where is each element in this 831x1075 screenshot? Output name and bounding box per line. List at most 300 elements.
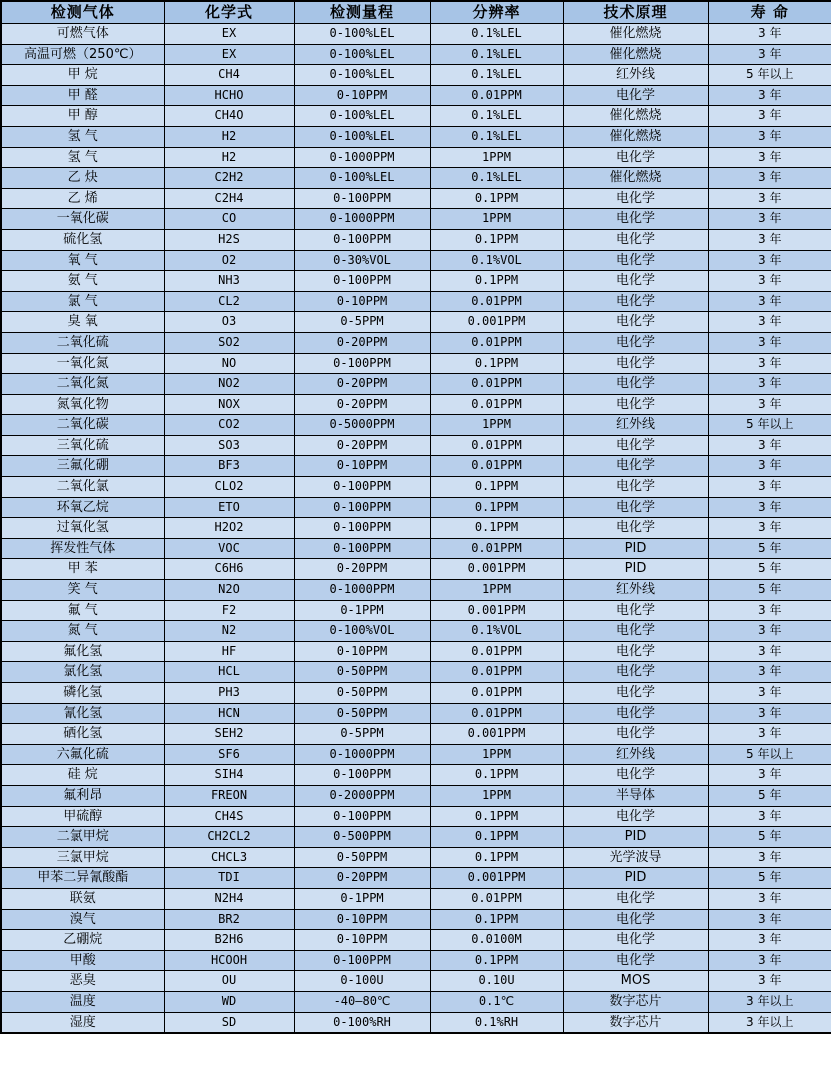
cell-chemical-formula: C6H6 (164, 559, 294, 580)
cell-resolution: 0.001PPM (430, 312, 563, 333)
cell-technology-principle: 数字芯片 (563, 991, 708, 1012)
cell-technology-principle: 电化学 (563, 600, 708, 621)
cell-lifespan: 5 年 (708, 580, 831, 601)
cell-detection-range: -40—80℃ (294, 991, 430, 1012)
cell-resolution: 0.1%LEL (430, 24, 563, 45)
cell-chemical-formula: CH4O (164, 106, 294, 127)
cell-technology-principle: 红外线 (563, 65, 708, 86)
cell-resolution: 0.001PPM (430, 559, 563, 580)
cell-gas-name: 二氧化碳 (1, 415, 164, 436)
cell-resolution: 0.1%LEL (430, 65, 563, 86)
cell-chemical-formula: SF6 (164, 744, 294, 765)
cell-chemical-formula: VOC (164, 538, 294, 559)
cell-lifespan: 5 年以上 (708, 65, 831, 86)
cell-lifespan: 3 年 (708, 600, 831, 621)
cell-lifespan: 5 年 (708, 868, 831, 889)
cell-lifespan: 3 年 (708, 229, 831, 250)
cell-technology-principle: 电化学 (563, 250, 708, 271)
cell-lifespan: 5 年 (708, 538, 831, 559)
cell-lifespan: 3 年 (708, 765, 831, 786)
table-row (1, 971, 831, 992)
cell-resolution: 0.1PPM (430, 909, 563, 930)
cell-gas-name: 二氧化氯 (1, 477, 164, 498)
cell-resolution: 0.01PPM (430, 394, 563, 415)
cell-chemical-formula: N2 (164, 621, 294, 642)
table-row (1, 580, 831, 601)
cell-chemical-formula: CO2 (164, 415, 294, 436)
cell-technology-principle: 电化学 (563, 806, 708, 827)
table-row (1, 168, 831, 189)
cell-gas-name: 甲硫醇 (1, 806, 164, 827)
cell-resolution: 0.1PPM (430, 229, 563, 250)
cell-resolution: 0.1PPM (430, 847, 563, 868)
cell-resolution: 0.01PPM (430, 683, 563, 704)
table-row (1, 868, 831, 889)
cell-chemical-formula: H2O2 (164, 518, 294, 539)
cell-detection-range: 0-50PPM (294, 662, 430, 683)
cell-technology-principle: 电化学 (563, 271, 708, 292)
cell-technology-principle: 电化学 (563, 312, 708, 333)
cell-gas-name: 氮 气 (1, 621, 164, 642)
cell-resolution: 0.1%LEL (430, 126, 563, 147)
cell-lifespan: 3 年 (708, 724, 831, 745)
cell-resolution: 0.01PPM (430, 888, 563, 909)
cell-detection-range: 0-100PPM (294, 477, 430, 498)
cell-technology-principle: PID (563, 538, 708, 559)
cell-gas-name: 过氧化氢 (1, 518, 164, 539)
cell-resolution: 0.01PPM (430, 538, 563, 559)
table-row (1, 415, 831, 436)
table-row (1, 312, 831, 333)
cell-resolution: 0.1%LEL (430, 106, 563, 127)
cell-gas-name: 温度 (1, 991, 164, 1012)
cell-lifespan: 3 年 (708, 106, 831, 127)
cell-chemical-formula: SO3 (164, 435, 294, 456)
cell-resolution: 1PPM (430, 785, 563, 806)
table-row (1, 85, 831, 106)
table-row (1, 703, 831, 724)
cell-resolution: 0.1PPM (430, 950, 563, 971)
cell-lifespan: 3 年 (708, 950, 831, 971)
cell-gas-name: 恶臭 (1, 971, 164, 992)
cell-chemical-formula: NO2 (164, 374, 294, 395)
cell-lifespan: 3 年 (708, 435, 831, 456)
cell-technology-principle: 红外线 (563, 580, 708, 601)
cell-detection-range: 0-100PPM (294, 806, 430, 827)
header-row (1, 1, 831, 24)
cell-detection-range: 0-1000PPM (294, 580, 430, 601)
header-cell-detection-range: 检测量程 (294, 1, 430, 24)
cell-detection-range: 0-10PPM (294, 85, 430, 106)
cell-technology-principle: 电化学 (563, 374, 708, 395)
cell-technology-principle: 电化学 (563, 477, 708, 498)
cell-detection-range: 0-100%LEL (294, 44, 430, 65)
cell-chemical-formula: H2 (164, 147, 294, 168)
table-row (1, 353, 831, 374)
cell-lifespan: 3 年 (708, 394, 831, 415)
cell-gas-name: 挥发性气体 (1, 538, 164, 559)
cell-chemical-formula: SD (164, 1012, 294, 1033)
table-row (1, 209, 831, 230)
cell-chemical-formula: C2H2 (164, 168, 294, 189)
cell-technology-principle: 电化学 (563, 683, 708, 704)
cell-gas-name: 硅 烷 (1, 765, 164, 786)
cell-lifespan: 3 年 (708, 888, 831, 909)
header-cell-lifespan: 寿 命 (708, 1, 831, 24)
cell-resolution: 0.1%VOL (430, 621, 563, 642)
cell-chemical-formula: N2H4 (164, 888, 294, 909)
cell-technology-principle: MOS (563, 971, 708, 992)
table-row (1, 497, 831, 518)
cell-resolution: 0.1%RH (430, 1012, 563, 1033)
cell-gas-name: 甲 苯 (1, 559, 164, 580)
cell-lifespan: 3 年 (708, 147, 831, 168)
cell-chemical-formula: BR2 (164, 909, 294, 930)
cell-chemical-formula: CO (164, 209, 294, 230)
cell-detection-range: 0-2000PPM (294, 785, 430, 806)
cell-resolution: 0.1%LEL (430, 44, 563, 65)
cell-resolution: 0.01PPM (430, 435, 563, 456)
cell-gas-name: 硫化氢 (1, 229, 164, 250)
cell-gas-name: 甲苯二异氰酸酯 (1, 868, 164, 889)
cell-technology-principle: 光学波导 (563, 847, 708, 868)
cell-detection-range: 0-100U (294, 971, 430, 992)
cell-lifespan: 3 年 (708, 971, 831, 992)
table-row (1, 827, 831, 848)
cell-resolution: 0.0100M (430, 930, 563, 951)
table-row (1, 250, 831, 271)
cell-chemical-formula: O3 (164, 312, 294, 333)
cell-lifespan: 3 年 (708, 168, 831, 189)
cell-gas-name: 笑 气 (1, 580, 164, 601)
cell-lifespan: 5 年 (708, 827, 831, 848)
cell-resolution: 0.001PPM (430, 868, 563, 889)
cell-resolution: 0.1PPM (430, 765, 563, 786)
cell-chemical-formula: CH4 (164, 65, 294, 86)
cell-detection-range: 0-100%LEL (294, 106, 430, 127)
table-row (1, 559, 831, 580)
cell-technology-principle: 电化学 (563, 930, 708, 951)
cell-gas-name: 三氟化硼 (1, 456, 164, 477)
cell-technology-principle: 半导体 (563, 785, 708, 806)
cell-detection-range: 0-50PPM (294, 683, 430, 704)
cell-gas-name: 甲 醇 (1, 106, 164, 127)
cell-resolution: 0.001PPM (430, 600, 563, 621)
cell-gas-name: 氮氧化物 (1, 394, 164, 415)
cell-lifespan: 5 年以上 (708, 744, 831, 765)
table-row (1, 662, 831, 683)
cell-chemical-formula: OU (164, 971, 294, 992)
cell-gas-name: 六氟化硫 (1, 744, 164, 765)
table-row (1, 229, 831, 250)
cell-technology-principle: 电化学 (563, 765, 708, 786)
cell-gas-name: 溴气 (1, 909, 164, 930)
cell-detection-range: 0-100%LEL (294, 126, 430, 147)
cell-resolution: 0.1PPM (430, 497, 563, 518)
cell-technology-principle: 电化学 (563, 435, 708, 456)
cell-chemical-formula: FREON (164, 785, 294, 806)
cell-lifespan: 3 年 (708, 806, 831, 827)
cell-resolution: 1PPM (430, 209, 563, 230)
cell-gas-name: 乙 烯 (1, 188, 164, 209)
cell-gas-name: 二氯甲烷 (1, 827, 164, 848)
header-cell-chemical-formula: 化学式 (164, 1, 294, 24)
cell-detection-range: 0-100PPM (294, 229, 430, 250)
cell-resolution: 0.1PPM (430, 806, 563, 827)
cell-resolution: 0.1PPM (430, 353, 563, 374)
cell-detection-range: 0-100PPM (294, 518, 430, 539)
cell-resolution: 0.1PPM (430, 271, 563, 292)
cell-lifespan: 3 年 (708, 374, 831, 395)
cell-chemical-formula: TDI (164, 868, 294, 889)
cell-lifespan: 3 年 (708, 477, 831, 498)
cell-gas-name: 乙 炔 (1, 168, 164, 189)
cell-detection-range: 0-20PPM (294, 435, 430, 456)
cell-gas-name: 一氧化氮 (1, 353, 164, 374)
table-row (1, 765, 831, 786)
header-cell-gas-name: 检测气体 (1, 1, 164, 24)
table-row (1, 24, 831, 45)
cell-gas-name: 臭 氧 (1, 312, 164, 333)
table-row (1, 744, 831, 765)
table-row (1, 1012, 831, 1033)
cell-resolution: 0.01PPM (430, 85, 563, 106)
cell-detection-range: 0-100%VOL (294, 621, 430, 642)
cell-technology-principle: 催化燃烧 (563, 126, 708, 147)
table-row (1, 806, 831, 827)
cell-lifespan: 3 年 (708, 703, 831, 724)
cell-resolution: 0.001PPM (430, 724, 563, 745)
cell-resolution: 0.01PPM (430, 374, 563, 395)
table-row (1, 909, 831, 930)
cell-lifespan: 3 年 (708, 683, 831, 704)
table-row (1, 456, 831, 477)
cell-chemical-formula: HCN (164, 703, 294, 724)
table-row (1, 888, 831, 909)
cell-technology-principle: 电化学 (563, 888, 708, 909)
cell-detection-range: 0-10PPM (294, 291, 430, 312)
cell-detection-range: 0-20PPM (294, 868, 430, 889)
cell-gas-name: 氟利昂 (1, 785, 164, 806)
cell-technology-principle: 电化学 (563, 456, 708, 477)
table-row (1, 435, 831, 456)
cell-resolution: 0.01PPM (430, 456, 563, 477)
cell-lifespan: 3 年 (708, 250, 831, 271)
cell-gas-name: 高温可燃（250℃） (1, 44, 164, 65)
table-row (1, 950, 831, 971)
cell-lifespan: 3 年 (708, 930, 831, 951)
cell-resolution: 0.01PPM (430, 662, 563, 683)
cell-technology-principle: 数字芯片 (563, 1012, 708, 1033)
table-row (1, 126, 831, 147)
cell-detection-range: 0-10PPM (294, 909, 430, 930)
cell-technology-principle: 电化学 (563, 147, 708, 168)
cell-chemical-formula: EX (164, 44, 294, 65)
cell-chemical-formula: CH2CL2 (164, 827, 294, 848)
cell-detection-range: 0-1000PPM (294, 744, 430, 765)
cell-detection-range: 0-5PPM (294, 312, 430, 333)
cell-technology-principle: 红外线 (563, 744, 708, 765)
table-row (1, 188, 831, 209)
cell-chemical-formula: PH3 (164, 683, 294, 704)
cell-gas-name: 二氧化硫 (1, 332, 164, 353)
cell-technology-principle: 电化学 (563, 950, 708, 971)
cell-technology-principle: 电化学 (563, 332, 708, 353)
cell-chemical-formula: CHCL3 (164, 847, 294, 868)
cell-lifespan: 3 年以上 (708, 991, 831, 1012)
cell-chemical-formula: EX (164, 24, 294, 45)
cell-detection-range: 0-20PPM (294, 374, 430, 395)
cell-detection-range: 0-20PPM (294, 559, 430, 580)
cell-detection-range: 0-30%VOL (294, 250, 430, 271)
cell-technology-principle: 电化学 (563, 909, 708, 930)
cell-chemical-formula: ETO (164, 497, 294, 518)
cell-technology-principle: 电化学 (563, 209, 708, 230)
cell-lifespan: 3 年 (708, 209, 831, 230)
cell-resolution: 0.01PPM (430, 332, 563, 353)
cell-detection-range: 0-100%LEL (294, 65, 430, 86)
cell-resolution: 0.1%VOL (430, 250, 563, 271)
cell-technology-principle: 电化学 (563, 188, 708, 209)
cell-resolution: 1PPM (430, 415, 563, 436)
cell-lifespan: 3 年 (708, 312, 831, 333)
cell-detection-range: 0-1PPM (294, 600, 430, 621)
cell-resolution: 0.1PPM (430, 188, 563, 209)
cell-lifespan: 3 年 (708, 24, 831, 45)
cell-detection-range: 0-100PPM (294, 538, 430, 559)
table-row (1, 683, 831, 704)
cell-lifespan: 3 年 (708, 188, 831, 209)
cell-lifespan: 3 年 (708, 44, 831, 65)
cell-resolution: 0.1℃ (430, 991, 563, 1012)
cell-chemical-formula: B2H6 (164, 930, 294, 951)
cell-resolution: 0.1%LEL (430, 168, 563, 189)
table-row (1, 106, 831, 127)
cell-gas-name: 二氧化氮 (1, 374, 164, 395)
cell-gas-name: 联氨 (1, 888, 164, 909)
cell-detection-range: 0-20PPM (294, 394, 430, 415)
cell-gas-name: 氰化氢 (1, 703, 164, 724)
table-row (1, 930, 831, 951)
table-row (1, 394, 831, 415)
cell-technology-principle: 红外线 (563, 415, 708, 436)
cell-chemical-formula: SO2 (164, 332, 294, 353)
cell-chemical-formula: C2H4 (164, 188, 294, 209)
cell-lifespan: 3 年 (708, 353, 831, 374)
cell-gas-name: 湿度 (1, 1012, 164, 1033)
cell-detection-range: 0-100PPM (294, 353, 430, 374)
cell-technology-principle: 催化燃烧 (563, 168, 708, 189)
cell-technology-principle: 电化学 (563, 621, 708, 642)
cell-chemical-formula: O2 (164, 250, 294, 271)
cell-lifespan: 3 年 (708, 497, 831, 518)
cell-gas-name: 磷化氢 (1, 683, 164, 704)
cell-technology-principle: 电化学 (563, 662, 708, 683)
cell-detection-range: 0-100PPM (294, 497, 430, 518)
cell-technology-principle: 催化燃烧 (563, 44, 708, 65)
table-row (1, 374, 831, 395)
table-row (1, 518, 831, 539)
table-row (1, 724, 831, 745)
cell-chemical-formula: BF3 (164, 456, 294, 477)
cell-gas-name: 三氧化硫 (1, 435, 164, 456)
cell-lifespan: 3 年 (708, 641, 831, 662)
cell-resolution: 0.1PPM (430, 518, 563, 539)
cell-resolution: 1PPM (430, 744, 563, 765)
cell-gas-name: 氯化氢 (1, 662, 164, 683)
cell-gas-name: 甲 烷 (1, 65, 164, 86)
cell-lifespan: 3 年 (708, 909, 831, 930)
cell-chemical-formula: HCOOH (164, 950, 294, 971)
cell-technology-principle: 催化燃烧 (563, 106, 708, 127)
cell-resolution: 1PPM (430, 147, 563, 168)
cell-lifespan: 3 年 (708, 332, 831, 353)
cell-resolution: 0.1PPM (430, 477, 563, 498)
cell-detection-range: 0-10PPM (294, 930, 430, 951)
cell-lifespan: 5 年以上 (708, 415, 831, 436)
cell-gas-name: 甲酸 (1, 950, 164, 971)
cell-detection-range: 0-50PPM (294, 847, 430, 868)
cell-lifespan: 3 年以上 (708, 1012, 831, 1033)
table-row (1, 477, 831, 498)
cell-detection-range: 0-1000PPM (294, 209, 430, 230)
cell-chemical-formula: H2 (164, 126, 294, 147)
cell-lifespan: 3 年 (708, 291, 831, 312)
table-row (1, 271, 831, 292)
cell-chemical-formula: H2S (164, 229, 294, 250)
cell-lifespan: 3 年 (708, 456, 831, 477)
cell-detection-range: 0-20PPM (294, 332, 430, 353)
cell-lifespan: 3 年 (708, 662, 831, 683)
cell-chemical-formula: CH4S (164, 806, 294, 827)
cell-technology-principle: 电化学 (563, 394, 708, 415)
cell-chemical-formula: NO (164, 353, 294, 374)
cell-resolution: 0.1PPM (430, 827, 563, 848)
cell-detection-range: 0-10PPM (294, 641, 430, 662)
cell-chemical-formula: N2O (164, 580, 294, 601)
cell-resolution: 1PPM (430, 580, 563, 601)
cell-technology-principle: 催化燃烧 (563, 24, 708, 45)
cell-technology-principle: 电化学 (563, 353, 708, 374)
cell-technology-principle: 电化学 (563, 85, 708, 106)
cell-chemical-formula: CL2 (164, 291, 294, 312)
cell-detection-range: 0-5000PPM (294, 415, 430, 436)
cell-detection-range: 0-100%RH (294, 1012, 430, 1033)
cell-chemical-formula: HF (164, 641, 294, 662)
cell-gas-name: 可燃气体 (1, 24, 164, 45)
cell-chemical-formula: CLO2 (164, 477, 294, 498)
header-cell-technology-principle: 技术原理 (563, 1, 708, 24)
table-row (1, 991, 831, 1012)
cell-detection-range: 0-500PPM (294, 827, 430, 848)
table-row (1, 785, 831, 806)
table-row (1, 147, 831, 168)
cell-technology-principle: 电化学 (563, 724, 708, 745)
cell-technology-principle: 电化学 (563, 497, 708, 518)
cell-detection-range: 0-100PPM (294, 765, 430, 786)
table-header (1, 1, 831, 24)
cell-detection-range: 0-100%LEL (294, 168, 430, 189)
cell-detection-range: 0-10PPM (294, 456, 430, 477)
cell-gas-name: 一氧化碳 (1, 209, 164, 230)
cell-lifespan: 3 年 (708, 518, 831, 539)
table-row (1, 600, 831, 621)
cell-gas-name: 氢 气 (1, 147, 164, 168)
cell-detection-range: 0-100PPM (294, 271, 430, 292)
cell-technology-principle: PID (563, 868, 708, 889)
cell-technology-principle: 电化学 (563, 291, 708, 312)
cell-chemical-formula: WD (164, 991, 294, 1012)
